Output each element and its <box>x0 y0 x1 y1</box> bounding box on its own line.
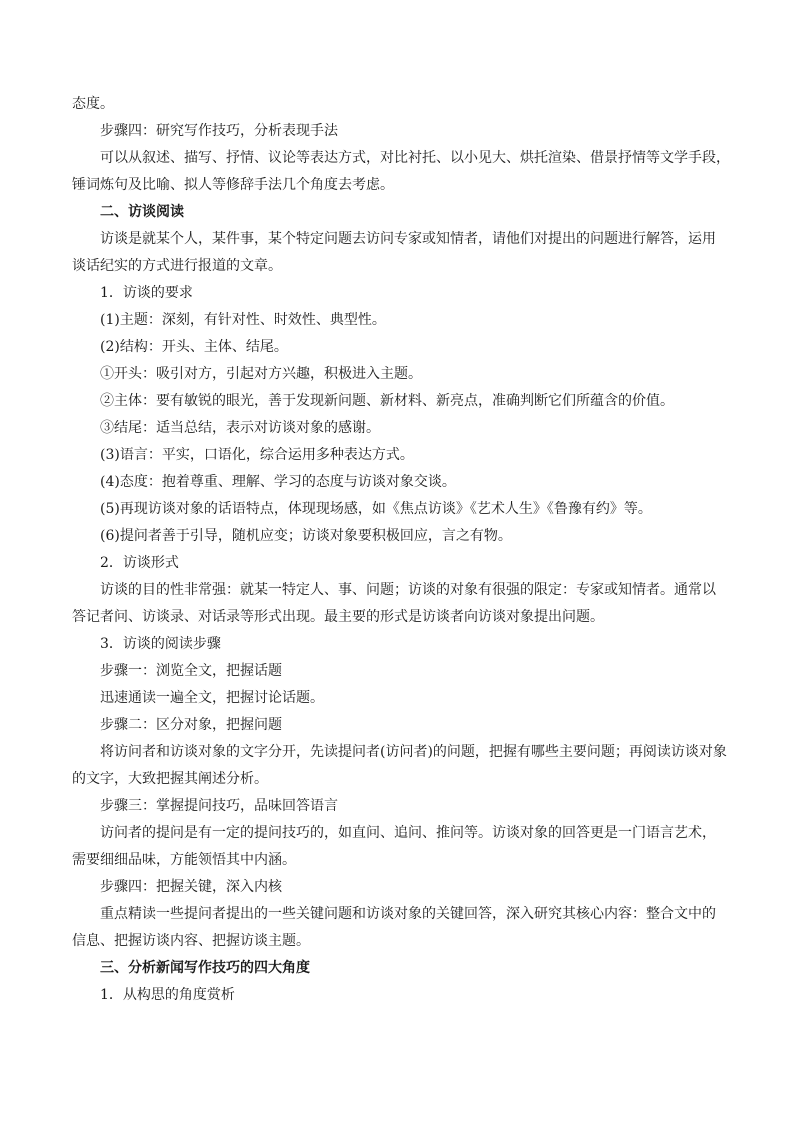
list-item: (3)语言：平实，口语化，综合运用多种表达方式。 <box>100 447 414 463</box>
list-item: ②主体：要有敏锐的眼光，善于发现新问题、新材料、新亮点，准确判断它们所蕴含的价值。 <box>100 393 674 409</box>
paragraph-line: 迅速通读一遍全文，把握讨论话题。 <box>100 690 324 706</box>
list-item: ①开头：吸引对方，引起对方兴趣，积极进入主题。 <box>100 366 422 382</box>
paragraph-line: 谈话纪实的方式进行报道的文章。 <box>72 258 282 274</box>
section-heading: 三、分析新闻写作技巧的四大角度 <box>100 960 310 976</box>
subsection-heading: 3．访谈的阅读步骤 <box>100 636 221 652</box>
step-heading: 步骤四：研究写作技巧，分析表现手法 <box>100 123 338 139</box>
subsection-heading: 1．从构思的角度赏析 <box>100 987 235 1003</box>
paragraph-line: 锤词炼句及比喻、拟人等修辞手法几个角度去考虑。 <box>72 177 394 193</box>
list-item: ③结尾：适当总结，表示对访谈对象的感谢。 <box>100 420 380 436</box>
step-heading: 步骤三：掌握提问技巧，品味回答语言 <box>100 798 338 814</box>
paragraph-line: 将访问者和访谈对象的文字分开，先读提问者(访问者)的问题，把握有哪些主要问题；再阅读访谈对象 <box>100 744 727 760</box>
list-item: (6)提问者善于引导，随机应变；访谈对象要积极回应，言之有物。 <box>100 528 512 544</box>
step-heading: 步骤一：浏览全文，把握话题 <box>100 663 282 679</box>
paragraph-line: 访谈的目的性非常强：就某一特定人、事、问题；访谈的对象有很强的限定：专家或知情者。通常以 <box>100 582 716 598</box>
subsection-heading: 1．访谈的要求 <box>100 285 193 301</box>
step-heading: 步骤二：区分对象，把握问题 <box>100 717 282 733</box>
paragraph-line: 信息、把握访谈内容、把握访谈主题。 <box>72 933 310 949</box>
section-heading: 二、访谈阅读 <box>100 204 184 220</box>
text-line: 态度。 <box>72 96 114 112</box>
paragraph-line: 的文字，大致把握其阐述分析。 <box>72 771 268 787</box>
list-item: (1)主题：深刻，有针对性、时效性、典型性。 <box>100 312 386 328</box>
list-item: (4)态度：抱着尊重、理解、学习的态度与访谈对象交谈。 <box>100 474 456 490</box>
paragraph-line: 访问者的提问是有一定的提问技巧的，如直问、追问、推问等。访谈对象的回答更是一门语言艺术， <box>100 825 716 841</box>
paragraph-line: 重点精读一些提问者提出的一些关键问题和访谈对象的关键回答，深入研究其核心内容：整合文中的 <box>100 906 716 922</box>
paragraph-line: 答记者问、访谈录、对话录等形式出现。最主要的形式是访谈者向访谈对象提出问题。 <box>72 609 604 625</box>
paragraph-line: 访谈是就某个人，某件事，某个特定问题去访问专家或知情者，请他们对提出的问题进行解答，运用 <box>100 231 716 247</box>
paragraph-line: 可以从叙述、描写、抒情、议论等表达方式，对比衬托、以小见大、烘托渲染、借景抒情等文学手段， <box>100 150 730 166</box>
subsection-heading: 2．访谈形式 <box>100 555 179 571</box>
step-heading: 步骤四：把握关键，深入内核 <box>100 879 282 895</box>
paragraph-line: 需要细细品味，方能领悟其中内涵。 <box>72 852 296 868</box>
list-item: (2)结构：开头、主体、结尾。 <box>100 339 288 355</box>
list-item: (5)再现访谈对象的话语特点，体现现场感，如《焦点访谈》《艺术人生》《鲁豫有约》等。 <box>100 501 652 517</box>
